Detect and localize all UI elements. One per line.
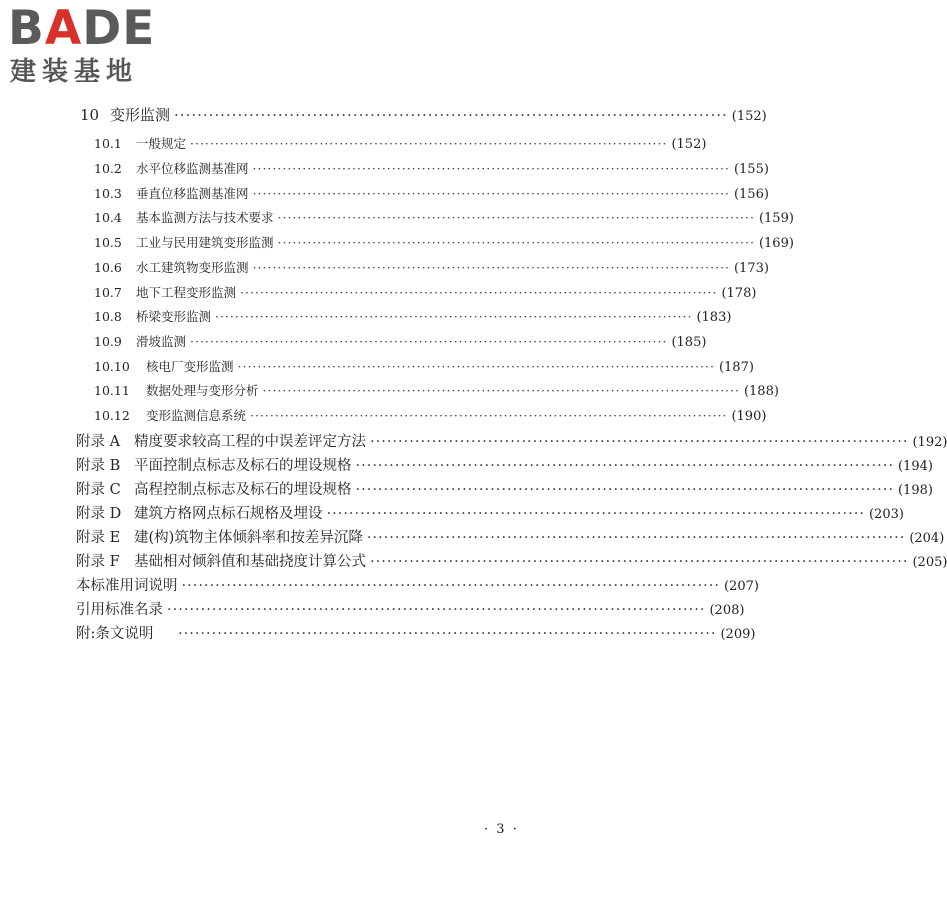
- section-page: (185): [671, 335, 707, 350]
- section-number: 10.4: [94, 210, 122, 225]
- leader-dots: ································································································: [215, 309, 693, 324]
- appendix-number: 附录 C: [76, 482, 121, 498]
- leader-dots: ································································································: [252, 186, 730, 201]
- leader-dots: ································································································: [252, 260, 730, 275]
- toc-section-row[interactable]: [94, 159, 769, 177]
- appendix-title: 平面控制点标志及标石的埋设规格: [134, 458, 352, 474]
- section-page: (188): [743, 384, 779, 399]
- leader-dots: ································································································: [277, 210, 755, 225]
- section-title: 核电厂变形监测: [146, 359, 234, 374]
- leader-dots: ································································································: [240, 285, 718, 300]
- appendix-title: 精度要求较高工程的中误差评定方法: [134, 434, 366, 450]
- appendix-page: (198): [897, 483, 933, 498]
- chapter-number: 10: [80, 106, 100, 124]
- leader-dots: ································································································: [370, 554, 909, 570]
- section-title: 变形监测信息系统: [146, 408, 247, 423]
- misc-page: (208): [709, 603, 745, 618]
- section-page: (159): [758, 211, 794, 226]
- section-title: 滑坡监测: [136, 334, 187, 349]
- page-number: · 3 ·: [484, 822, 519, 837]
- appendix-number: 附录 D: [76, 506, 122, 522]
- leader-dots: ································································································: [178, 626, 717, 642]
- appendix-page: (192): [912, 435, 947, 450]
- section-page: (152): [671, 137, 707, 152]
- leader-dots: ································································································: [252, 161, 730, 176]
- leader-dots: ································································································: [237, 359, 715, 374]
- appendix-title: 高程控制点标志及标石的埋设规格: [134, 482, 352, 498]
- toc-section-row[interactable]: [94, 258, 769, 276]
- toc-appendix-row[interactable]: [76, 454, 933, 475]
- logo-subtitle: 建装基地: [10, 57, 139, 87]
- leader-dots: ································································································: [167, 602, 706, 618]
- toc-misc-row[interactable]: [76, 574, 759, 595]
- chapter-title: 变形监测: [110, 106, 171, 124]
- toc-section-row[interactable]: [94, 381, 779, 399]
- toc-section-row[interactable]: [94, 134, 707, 152]
- toc-section-row[interactable]: [94, 406, 767, 424]
- section-title: 水工建筑物变形监测: [136, 260, 249, 275]
- section-title: 一般规定: [136, 136, 187, 151]
- leader-dots: ································································································: [370, 434, 909, 450]
- appendix-page: (205): [912, 555, 947, 570]
- section-page: (187): [718, 360, 754, 375]
- section-page: (169): [758, 236, 794, 251]
- toc-section-row[interactable]: [94, 283, 757, 301]
- leader-dots: ································································································: [174, 106, 728, 124]
- toc-section-row[interactable]: [94, 208, 794, 226]
- misc-title: 附:条文说明: [76, 626, 154, 642]
- section-number: 10.2: [94, 161, 122, 176]
- section-title: 桥梁变形监测: [136, 309, 212, 324]
- leader-dots: ································································································: [190, 334, 668, 349]
- section-page: (190): [731, 409, 767, 424]
- leader-dots: ································································································: [355, 458, 894, 474]
- section-number: 10.1: [94, 136, 122, 151]
- section-title: 基本监测方法与技术要求: [136, 210, 274, 225]
- section-number: 10.9: [94, 334, 122, 349]
- chapter-page: (152): [731, 109, 767, 124]
- section-title: 数据处理与变形分析: [146, 383, 259, 398]
- appendix-page: (203): [868, 507, 904, 522]
- section-page: (156): [733, 187, 769, 202]
- section-number: 10.10: [94, 359, 130, 374]
- section-page: (155): [733, 162, 769, 177]
- toc-section-row[interactable]: [94, 233, 794, 251]
- misc-title: 引用标准名录: [76, 602, 163, 618]
- section-number: 10.12: [94, 408, 130, 423]
- misc-page: (207): [723, 579, 759, 594]
- section-number: 10.8: [94, 309, 122, 324]
- appendix-page: (204): [909, 531, 945, 546]
- section-page: (178): [721, 286, 757, 301]
- section-title: 地下工程变形监测: [136, 285, 237, 300]
- toc-appendix-row[interactable]: [76, 526, 945, 547]
- misc-page: (209): [720, 627, 756, 642]
- section-number: 10.6: [94, 260, 122, 275]
- leader-dots: ································································································: [250, 408, 728, 423]
- toc-section-row[interactable]: [94, 184, 769, 202]
- section-title: 垂直位移监测基准网: [136, 186, 249, 201]
- toc-section-row[interactable]: [94, 307, 732, 325]
- toc-misc-row[interactable]: [76, 622, 756, 643]
- section-number: 10.3: [94, 186, 122, 201]
- appendix-title: 建筑方格网点标石规格及埋设: [134, 506, 323, 522]
- section-number: 10.5: [94, 235, 122, 250]
- leader-dots: ································································································: [326, 506, 865, 522]
- leader-dots: ································································································: [181, 578, 720, 594]
- section-title: 水平位移监测基准网: [136, 161, 249, 176]
- toc-chapter-row[interactable]: [80, 104, 767, 125]
- leader-dots: ································································································: [262, 383, 740, 398]
- appendix-title: 基础相对倾斜值和基础挠度计算公式: [134, 554, 366, 570]
- toc-appendix-row[interactable]: [76, 430, 947, 451]
- section-page: (183): [696, 310, 732, 325]
- misc-title: 本标准用词说明: [76, 578, 178, 594]
- toc-appendix-row[interactable]: [76, 478, 933, 499]
- toc-appendix-row[interactable]: [76, 550, 947, 571]
- section-number: 10.11: [94, 383, 130, 398]
- appendix-number: 附录 E: [76, 530, 121, 546]
- appendix-number: 附录 F: [76, 554, 120, 570]
- section-number: 10.7: [94, 285, 122, 300]
- section-page: (173): [733, 261, 769, 276]
- section-title: 工业与民用建筑变形监测: [136, 235, 274, 250]
- toc-appendix-row[interactable]: [76, 502, 904, 523]
- appendix-page: (194): [897, 459, 933, 474]
- logo-brand: BADE: [8, 1, 156, 56]
- toc-section-row[interactable]: [94, 357, 754, 375]
- toc-section-row[interactable]: [94, 332, 707, 350]
- appendix-number: 附录 A: [76, 434, 121, 450]
- toc-misc-row[interactable]: [76, 598, 745, 619]
- leader-dots: ································································································: [190, 136, 668, 151]
- leader-dots: ································································································: [366, 530, 906, 546]
- appendix-title: 建(构)筑物主体倾斜率和按差异沉降: [134, 530, 363, 546]
- leader-dots: ································································································: [355, 482, 894, 498]
- appendix-number: 附录 B: [76, 458, 121, 474]
- leader-dots: ································································································: [277, 235, 755, 250]
